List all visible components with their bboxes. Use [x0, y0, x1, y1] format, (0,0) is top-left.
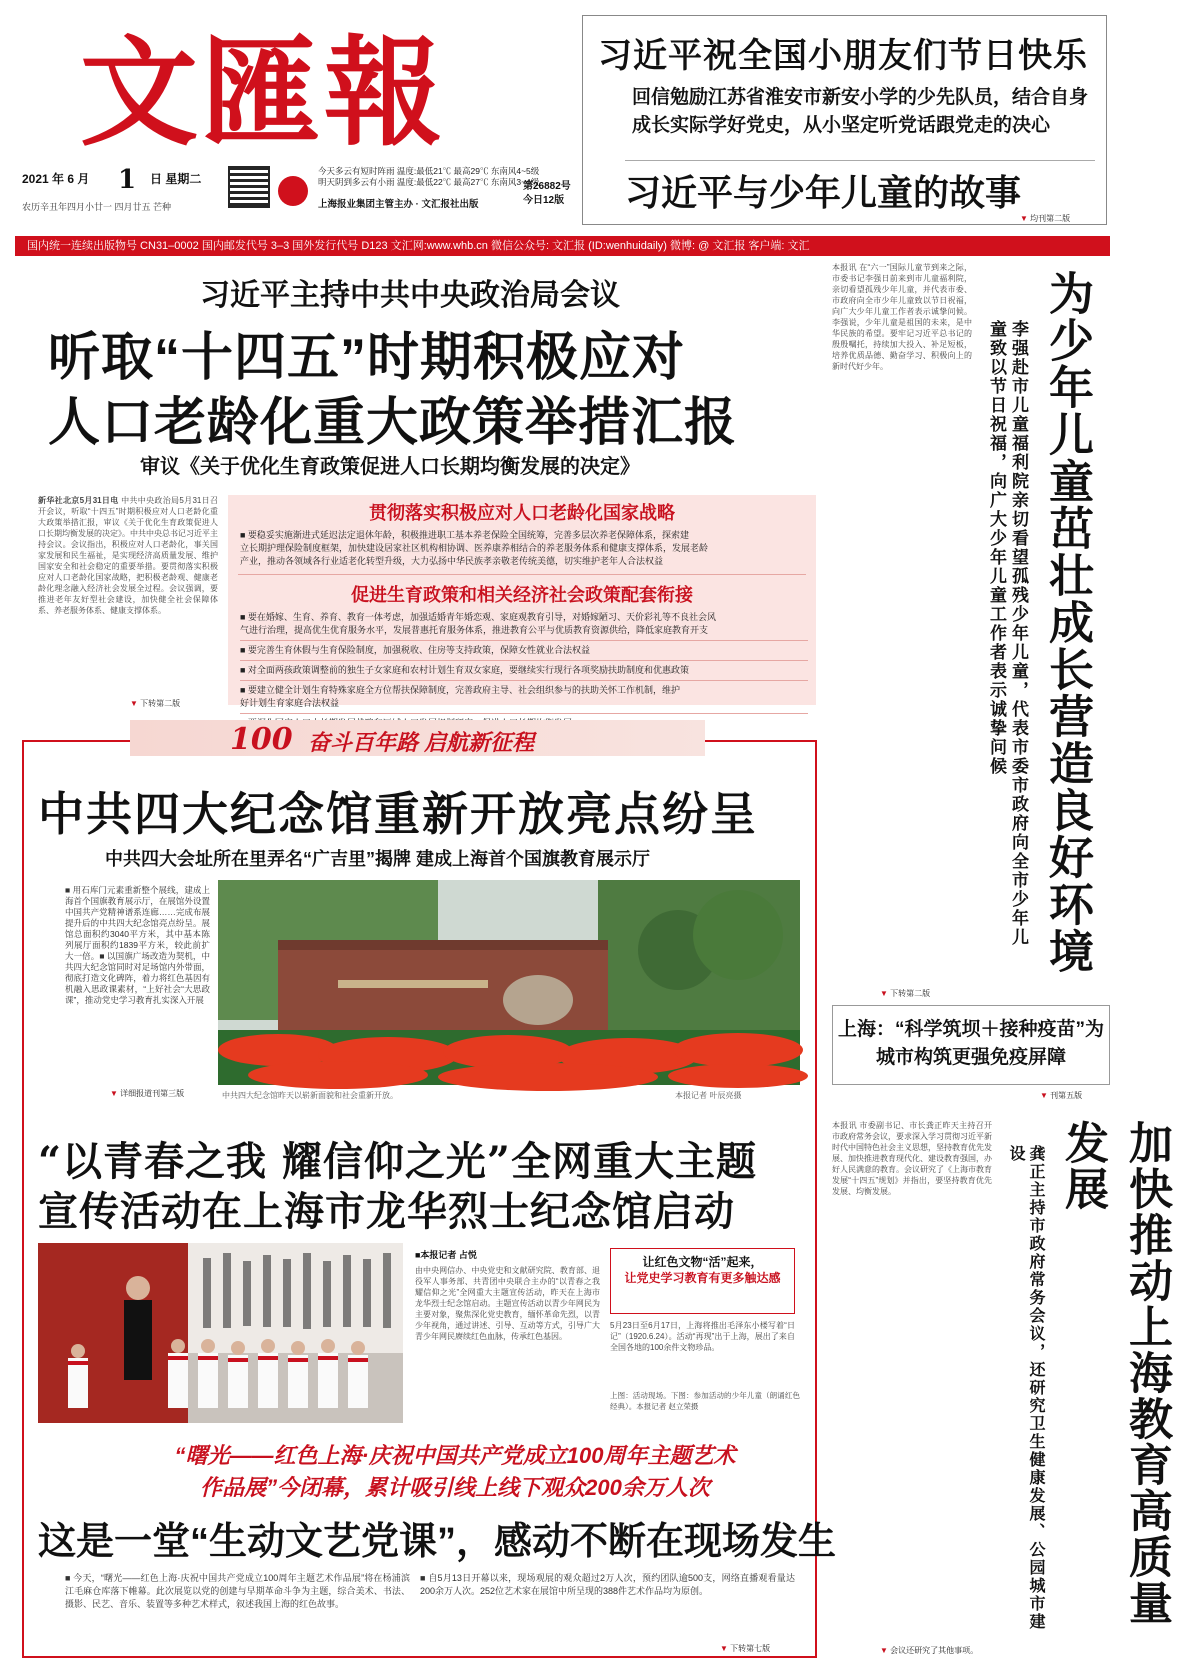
- story4-headline[interactable]: 这是一堂“生动文艺党课”，感动不断在现场发生: [38, 1521, 837, 1563]
- publication-info-bar: 国内统一连续出版物号 CN31–0002 国内邮发代号 3–3 国外发行代号 D123 文汇网:www.whb.cn 微信公众号: 文汇报 (ID:wenhuidaily) 微博: @ 文汇报 客户端: 文汇: [15, 236, 1110, 256]
- red-relics-title: [611, 1249, 794, 1286]
- top-headline-1[interactable]: 习近平祝全国小朋友们节日快乐: [598, 36, 1088, 76]
- policy-row: 立长期护理保险制度框架，加快建设居家社区机构相协调、医养康养相结合的养老服务体系和健康支撑体系，发展老龄: [240, 543, 709, 553]
- right2-continue-note: ▼ 刊第五版: [1040, 1090, 1082, 1101]
- policy-row: ■ 要完善生育休假与生育保险制度，加强税收、住房等支持政策，保障女性就业合法权益: [240, 645, 590, 655]
- lead-headline-line1[interactable]: 听取“十四五”时期积极应对: [48, 329, 686, 387]
- wenhui-emblem-icon: [278, 176, 308, 206]
- policy-list-1: [228, 525, 816, 568]
- youth-event-illustration: [38, 1243, 403, 1423]
- right1-continue-note: ▼ 下转第二版: [880, 988, 930, 999]
- qr-code-icon: [228, 166, 270, 208]
- weather-tomorrow: 明天阴到多云有小雨 温度:最低22℃ 最高27℃ 东南风3~4级: [318, 177, 540, 187]
- memorial-hall-illustration: [218, 880, 800, 1085]
- right2-headline[interactable]: 上海：“科学筑坝＋接种疫苗”为城市构筑更强免疫屏障: [837, 1019, 1104, 1068]
- policy-row: 产业，推动各领域各行业适老化转型升级，大力弘扬中华民族孝亲敬老传统美德，切实维护老年人合法权益: [240, 556, 664, 566]
- policy-list-2: [228, 607, 816, 730]
- policy-row: ■ 对全面两孩政策调整前的独生子女家庭和农村计划生育双女家庭，要继续实行现行各项奖励扶助制度和优惠政策: [240, 665, 689, 675]
- story3-body2: 5月23日至6月17日，上海将推出毛泽东小楼写着“日记”（1920.6.24）。活动“再现”出于上海，展出了来自全国各地的100余件文物珍品。: [610, 1321, 795, 1352]
- story3-reporter: ■本报记者 占悦: [415, 1250, 477, 1260]
- red-relics-line1: 让红色文物“活”起来，: [642, 1255, 763, 1269]
- date-day: 1: [118, 165, 137, 195]
- centenary-slogan: 奋斗百年路 启航新征程: [308, 730, 535, 755]
- divider: [240, 640, 808, 641]
- story4-body-left: ■ 今天，“曙光——红色上海·庆祝中国共产党成立100周年主题艺术作品展”将在杨浦滨江毛麻仓库落下帷幕。此次展览以党的创建与早期革命斗争为主题，综合美术、书法、摄影、民艺、音乐、装置等多种艺术样式，叙述我国上海的红色故事。: [65, 1573, 410, 1609]
- issue-info: [523, 180, 571, 208]
- policy-head-1: 贯彻落实积极应对人口老龄化国家战略: [369, 503, 675, 523]
- policy-row: ■ 要建立健全计划生育特殊家庭全方位帮扶保障制度，完善政府主导、社会组织参与的扶助关怀工作机制，维护: [240, 685, 680, 695]
- divider: [240, 680, 808, 681]
- story3-body: 由中央网信办、中央党史和文献研究院、教育部、退役军人事务部、共青团中央联合主办的“以青春之我 耀信仰之光”全网重大主题宣传活动，昨天在上海市龙华烈士纪念馆启动。主题宣传活动以青少年网民为主要对象，聚焦深化党史教育，缅怀革命先烈，以青少年视角，通过讲述、引导、互动等方式，引导广大青少年网民赓续红色血脉，传承红色基因。: [415, 1266, 600, 1341]
- policy-row: 好计划生育家庭合法权益: [240, 698, 340, 708]
- publisher-line: 上海报业集团主管主办 · 文汇报社出版: [318, 199, 479, 210]
- date-weekday: 日 星期二: [150, 172, 202, 186]
- story2-subhead: 中共四大会址所在里弄名“广吉里”揭牌 建成上海首个国旗教育展示厅: [105, 849, 650, 869]
- story4-kicker-line1: “曙光——红色上海·庆祝中国共产党成立100周年主题艺术: [174, 1443, 736, 1468]
- divider: [240, 660, 808, 661]
- red-relics-box: [610, 1248, 795, 1314]
- weather-today: 今天多云有短时阵雨 温度:最低21℃ 最高29℃ 东南风4~5级: [318, 166, 540, 176]
- story3-headline-line1[interactable]: “以青春之我 耀信仰之光”全网重大主题: [38, 1138, 757, 1185]
- story3-photo-caption: 上图：活动现场。下图：参加活动的少年儿童（朗诵红色经典）。本报记者 赵立荣摄: [610, 1391, 800, 1411]
- lead-body-text: 中共中央政治局5月31日召开会议，听取“十四五”时期积极应对人口老龄化重大政策举措汇报，审议《关于优化生育政策促进人口长期均衡发展的决定》。中共中央总书记习近平主持会议。会议指出，积极应对人口老龄化，事关国家发展和民生福祉，是实现经济高质量发展、维护国家安全和社会稳定的重要举措。要贯彻落实积极应对人口老龄化国家战略，把积极老龄观、健康老龄化理念融入经济社会发展全过程。会议强调，要推进老年友好型社会建设，加快健全社会保障体系、养老服务体系、健康支撑体系。: [38, 496, 218, 615]
- story4-kicker: [130, 1440, 780, 1504]
- lunar-date: 农历辛丑年四月小廿一 四月廿五 芒种: [22, 202, 172, 212]
- red-relics-line2: 让党史学习教育有更多触达感: [624, 1271, 781, 1285]
- lead-continue-note: ▼ 下转第二版: [130, 698, 180, 709]
- story3-headline-line2[interactable]: 宣传活动在上海市龙华烈士纪念馆启动: [38, 1188, 735, 1235]
- story2-continue-note: ▼ 详细报道刊第三版: [110, 1088, 184, 1099]
- lead-subhead: 审议《关于优化生育政策促进人口长期均衡发展的决定》: [140, 456, 640, 478]
- policy-head-2: 促进生育政策和相关经济社会政策配套衔接: [351, 585, 693, 605]
- right1-body: 本报讯 在“六一”国际儿童节到来之际，市委书记李强日前来到市儿童福利院，亲切看望孤残少年儿童，并代表市委、市政府向全市少年儿童致以节日祝福，向广大少年儿童工作者表示诚挚问候。李强说，少年儿童是祖国的未来，是中华民族的希望。要牢记习近平总书记的殷殷嘱托，持续加大投入、补足短板，培养优质品德、勤奋学习、积极向上的新时代好少年。: [832, 263, 972, 371]
- story2-headline[interactable]: 中共四大纪念馆重新开放亮点纷呈: [38, 787, 758, 841]
- story4-continue-note: ▼ 下转第七版: [720, 1643, 770, 1654]
- story2-photo-caption: 中共四大纪念馆昨天以崭新面貌和社会重新开放。: [222, 1091, 398, 1100]
- lead-dateline: 新华社北京5月31日电: [38, 496, 119, 505]
- right1-headline[interactable]: 为少年儿童茁壮成长营造良好环境: [1042, 270, 1093, 975]
- story4-kicker-line2: 作品展”今闭幕，累计吸引线上线下观众200余万人次: [200, 1475, 710, 1500]
- memorial-hall-photo: [218, 880, 800, 1085]
- lead-kicker: 习近平主持中共中央政治局会议: [200, 279, 620, 312]
- policy-row: ■ 要稳妥实施渐进式延迟法定退休年龄，积极推进职工基本养老保险全国统筹，完善多层次养老保障体系，探索建: [240, 530, 689, 540]
- issue-number: 第26882号: [523, 181, 571, 192]
- right3-headline[interactable]: 加快推动上海教育高质量发展: [1058, 1120, 1171, 1626]
- lead-headline-line2[interactable]: 人口老龄化重大政策举措汇报: [48, 394, 738, 452]
- lead-body: [38, 495, 218, 685]
- right3-subhead: 龚正主持市政府常务会议，还研究卫生健康发展、公园城市建设: [1007, 1145, 1044, 1631]
- top-continue-note: ▼ 均刊第二版: [1020, 213, 1070, 224]
- divider: [240, 713, 808, 714]
- right3-body: 本报讯 市委副书记、市长龚正昨天主持召开市政府常务会议，要求深入学习贯彻习近平新时代中国特色社会主义思想，坚持教育优先发展、加快推进教育现代化、建设教育强国，办好人民满意的教育。会议研究了《上海市教育发展“十四五”规划》并指出，要坚持教育优先发展、均衡发展。: [832, 1121, 992, 1196]
- centenary-number: 100: [230, 722, 293, 757]
- right3-continue-note: ▼ 会议还研究了其他事项。: [880, 1645, 978, 1656]
- youth-event-photo: [38, 1243, 403, 1423]
- right1-subhead: 李强赴市儿童福利院亲切看望孤残少年儿童，代表市委市政府向全市少年儿童致以节日祝福，向广大少年儿童工作者表示诚挚问候: [987, 320, 1028, 947]
- masthead-logo: 文匯報: [80, 23, 447, 162]
- top-headline-2[interactable]: 习近平与少年儿童的故事: [625, 160, 1095, 216]
- story2-body: ■ 用石库门元素重新整个展线，建成上海首个国旗教育展示厅，在展馆外设置中国共产党精神谱系连廊……完成布展提升后的中共四大纪念馆亮点纷呈。展馆总面积约3040平方米，其中基本陈列展厅面积约1839平方米，较此前扩大一倍。■ 以国旗广场改造为契机，中共四大纪念馆同时对足场馆内外带面，彻底打造文化碑阵，着力将红色基因有机融入思政课素材，“上好社会“大思政课”，推动党史学习教育扎实深入开展: [65, 885, 210, 1005]
- top-subhead-1: 回信勉励江苏省淮安市新安小学的少先队员，结合自身成长实际学好党史，从小坚定听党话跟党走的决心: [632, 87, 1089, 136]
- story4-body-right: ■ 自5月13日开幕以来，现场观展的观众超过2万人次，预约团队逾500支，网络直播观看量达200余万人次。252位艺术家在展馆中所呈现的388件艺术作品均为原创。: [420, 1573, 795, 1596]
- date-year-month: 2021 年 6 月: [22, 172, 90, 186]
- issue-pages: 今日12版: [523, 195, 565, 206]
- story2-photo-credit: 本报记者 叶辰亮摄: [675, 1091, 742, 1100]
- right2-box: [832, 1005, 1110, 1085]
- policy-summary-box: [228, 495, 816, 708]
- policy-row: 气进行治理，提高优生优育服务水平，发展普惠托育服务体系，推进教育公平与优质教育资源供给，降低家庭教育开支: [240, 625, 709, 635]
- divider: [238, 574, 806, 575]
- policy-row: ■ 要在婚嫁、生育、养育、教育一体考虑，加强适婚青年婚恋观、家庭观教育引导，对婚嫁陋习、天价彩礼等不良社会风: [240, 612, 716, 622]
